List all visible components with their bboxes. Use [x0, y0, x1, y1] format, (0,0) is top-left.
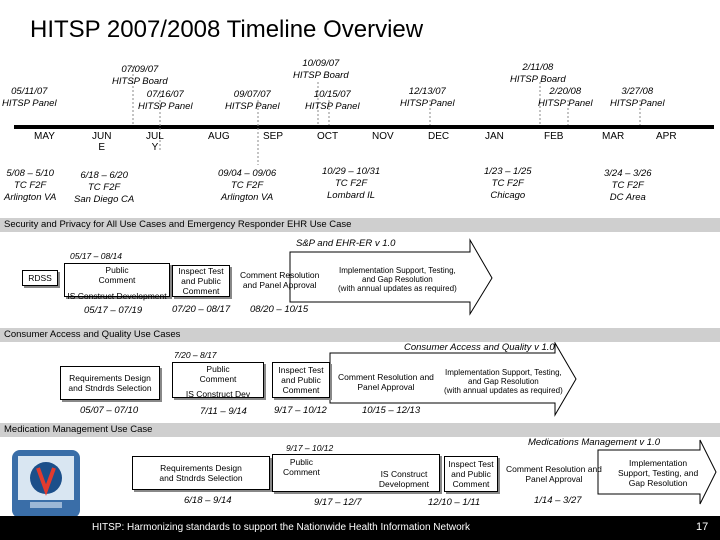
- inspect-test-box: Inspect Test and Public Comment: [172, 265, 230, 297]
- date-label: 7/20 – 8/17: [174, 350, 217, 360]
- month-label: OCT: [317, 131, 339, 142]
- version-label: Consumer Access and Quality v 1.0: [404, 342, 555, 353]
- requirements-box: Requirements Design and Stndrds Selection: [60, 366, 160, 400]
- hitsp-logo-icon: [8, 446, 84, 522]
- date-label: 07/20 – 08/17: [172, 304, 231, 315]
- footer-bar: [0, 516, 720, 540]
- month-label: DEC: [428, 131, 450, 142]
- month-label: JUN E: [92, 131, 112, 153]
- event-label: 10/09/07 HITSP Board: [293, 58, 349, 81]
- is-construct-label: IS Construct Development: [67, 291, 167, 301]
- month-label: MAY: [34, 131, 55, 142]
- event-label: 12/13/07 HITSP Panel: [400, 86, 455, 109]
- is-construct-label: IS Construct Dev: [185, 389, 251, 399]
- is-construct-label: IS Construct Development: [378, 469, 429, 489]
- section-band-security: Security and Privacy for All Use Cases and Emergency Responder EHR Use Case: [0, 218, 720, 232]
- month-label: JUL Y: [146, 131, 164, 153]
- month-label: FEB: [544, 131, 564, 142]
- section-band-consumer: Consumer Access and Quality Use Cases: [0, 328, 720, 342]
- event-label: 2/11/08 HITSP Board: [510, 62, 566, 85]
- date-label: 10/15 – 12/13: [362, 405, 421, 416]
- month-label: SEP: [263, 131, 284, 142]
- date-label: 08/20 – 10/15: [250, 304, 309, 315]
- month-label: APR: [656, 131, 677, 142]
- date-label: 9/17 – 10/12: [286, 443, 334, 453]
- is-construct-box: [272, 454, 440, 492]
- meeting-label: 10/29 – 10/31 TC F2F Lombard IL: [322, 166, 381, 201]
- implementation-label: Implementation Support, Testing, and Gap Resolution: [618, 458, 699, 488]
- event-label: 09/07/07 HITSP Panel: [225, 89, 280, 112]
- month-label: JAN: [485, 131, 504, 142]
- meeting-label: 3/24 – 3/26 TC F2F DC Area: [604, 168, 652, 203]
- rdss-box: RDSS: [22, 270, 58, 286]
- section-band-medication: Medication Management Use Case: [0, 423, 720, 437]
- version-label: S&P and EHR-ER v 1.0: [296, 238, 396, 249]
- month-label: NOV: [372, 131, 394, 142]
- meeting-label: 6/18 – 6/20 TC F2F San Diego CA: [74, 170, 135, 205]
- inspect-test-box: Inspect Test and Public Comment: [444, 456, 498, 492]
- resolution-label: Comment Resolution and Panel Approval: [506, 464, 602, 484]
- implementation-label: Implementation Support, Testing, and Gap Resolution (with annual updates as required): [338, 266, 457, 293]
- event-label: 07/09/07 HITSP Board: [112, 64, 168, 87]
- date-label: 9/17 – 10/12: [274, 405, 327, 416]
- meeting-label: 09/04 – 09/06 TC F2F Arlington VA: [218, 168, 277, 203]
- is-construct-box: [172, 362, 264, 398]
- meeting-label: 1/23 – 1/25 TC F2F Chicago: [484, 166, 532, 201]
- footer-text: HITSP: Harmonizing standards to support the Nationwide Health Information Network: [92, 522, 470, 533]
- event-label: 05/11/07 HITSP Panel: [2, 86, 57, 109]
- meeting-label: 5/08 – 5/10 TC F2F Arlington VA: [4, 168, 57, 203]
- public-comment-label: Public Comment: [199, 364, 237, 384]
- date-label: 05/17 – 08/14: [70, 251, 122, 261]
- is-construct-box: [64, 263, 170, 301]
- requirements-box: Requirements Design and Stndrds Selection: [132, 456, 270, 490]
- public-comment-label: Public Comment: [283, 457, 320, 477]
- page-number: 17: [696, 521, 709, 533]
- date-label: 9/17 – 12/7: [314, 497, 362, 508]
- date-label: 05/17 – 07/19: [84, 305, 143, 316]
- month-label: MAR: [602, 131, 625, 142]
- date-label: 7/11 – 9/14: [200, 406, 247, 417]
- month-label: AUG: [208, 131, 230, 142]
- event-label: 10/15/07 HITSP Panel: [305, 89, 360, 112]
- date-label: 12/10 – 1/11: [428, 497, 481, 508]
- date-label: 6/18 – 9/14: [184, 495, 232, 506]
- date-label: 1/14 – 3/27: [534, 495, 582, 506]
- event-label: 3/27/08 HITSP Panel: [610, 86, 665, 109]
- resolution-label: Comment Resolution and Panel Approval: [338, 372, 434, 392]
- resolution-label: Comment Resolution and Panel Approval: [240, 270, 320, 290]
- date-label: 05/07 – 07/10: [80, 405, 139, 416]
- implementation-label: Implementation Support, Testing, and Gap Resolution (with annual updates as required): [444, 368, 563, 395]
- public-comment-label: Public Comment: [98, 265, 136, 285]
- inspect-test-box: Inspect Test and Public Comment: [272, 362, 330, 398]
- version-label: Medications Management v 1.0: [528, 437, 661, 448]
- page-title: HITSP 2007/2008 Timeline Overview: [30, 16, 424, 43]
- event-label: 07/16/07 HITSP Panel: [138, 89, 193, 112]
- event-label: 2/20/08 HITSP Panel: [538, 86, 593, 109]
